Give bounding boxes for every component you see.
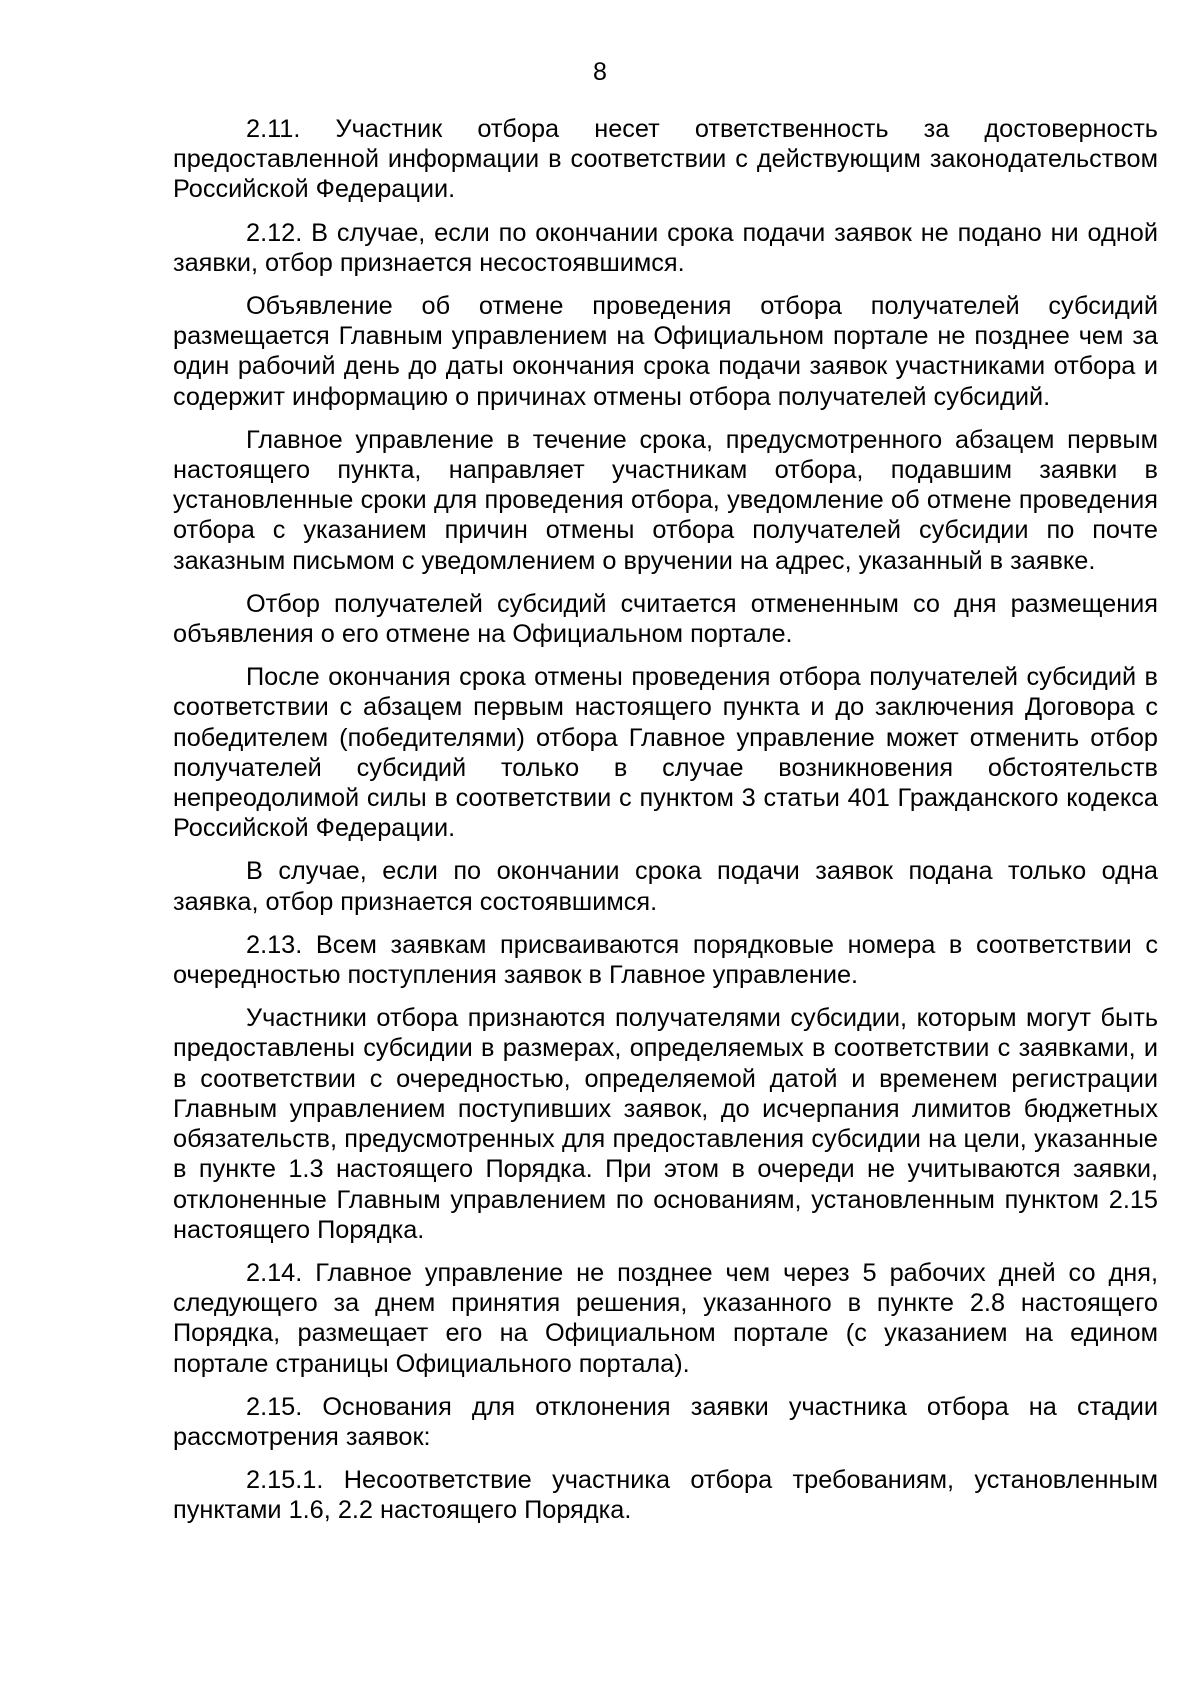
page-number: 8: [593, 58, 607, 86]
paragraph-single-application: В случае, если по окончании срока подачи заявок подана только одна заявка, отбор признается состоявшимся.: [173, 857, 1158, 916]
paragraph-cancellation-announcement: Объявление об отмене проведения отбора получателей субсидий размещается Главным управлением на Официальном портале не позднее чем за один рабочий день до даты окончания срока подачи заявок участниками отбора и содержит информацию о причинах отмены отбора получателей субсидий.: [173, 292, 1158, 411]
paragraph-2-11: 2.11. Участник отбора несет ответственность за достоверность предоставленной информации в соответствии с действующим законодательством Российской Федерации.: [173, 115, 1158, 204]
paragraph-cancellation-effective: Отбор получателей субсидий считается отмененным со дня размещения объявления о его отмене на Официальном портале.: [173, 589, 1158, 649]
paragraph-force-majeure: После окончания срока отмены проведения отбора получателей субсидий в соответствии с абзацем первым настоящего пункта и до заключения Договора с победителем (победителями) отбора Главное управление может отменить отбор получателей субсидий только в случае возникновения обстоятельств непреодолимой силы в соответствии с пунктом 3 статьи 401 Гражданского кодекса Российской Федерации.: [173, 663, 1158, 843]
paragraph-recipients: Участники отбора признаются получателями субсидии, которым могут быть предоставлены субсидии в размерах, определяемых в соответствии с заявками, и в соответствии с очередностью, определяемой датой и временем регистрации Главным управлением поступивших заявок, до исчерпания лимитов бюджетных обязательств, предусмотренных для предоставления субсидии на цели, указанные в пункте 1.3 настоящего Порядка. При этом в очереди не учитываются заявки, отклоненные Главным управлением по основаниям, установленным пунктом 2.15 настоящего Порядка.: [173, 1004, 1158, 1244]
paragraph-cancellation-notice: Главное управление в течение срока, предусмотренного абзацем первым настоящего пункта, направляет участникам отбора, подавшим заявки в установленные сроки для проведения отбора, уведомление об отмене проведения отбора с указанием причин отмены отбора получателей субсидии по почте заказным письмом с уведомлением о вручении на адрес, указанный в заявке.: [173, 425, 1158, 575]
paragraph-2-13: 2.13. Всем заявкам присваиваются порядковые номера в соответствии с очередностью поступления заявок в Главное управление.: [173, 930, 1158, 990]
document-body: [173, 114, 1158, 1539]
paragraph-2-15-1: 2.15.1. Несоответствие участника отбора требованиям, установленным пунктами 1.6, 2.2 настоящего Порядка.: [173, 1466, 1158, 1525]
paragraph-2-15: 2.15. Основания для отклонения заявки участника отбора на стадии рассмотрения заявок:: [173, 1392, 1158, 1451]
paragraph-2-12: 2.12. В случае, если по окончании срока подачи заявок не подано ни одной заявки, отбор признается несостоявшимся.: [173, 218, 1158, 277]
paragraph-2-14: 2.14. Главное управление не позднее чем через 5 рабочих дней со дня, следующего за днем принятия решения, указанного в пункте 2.8 настоящего Порядка, размещает его на Официальном портале (с указанием на едином портале страницы Официального портала).: [173, 1258, 1158, 1378]
